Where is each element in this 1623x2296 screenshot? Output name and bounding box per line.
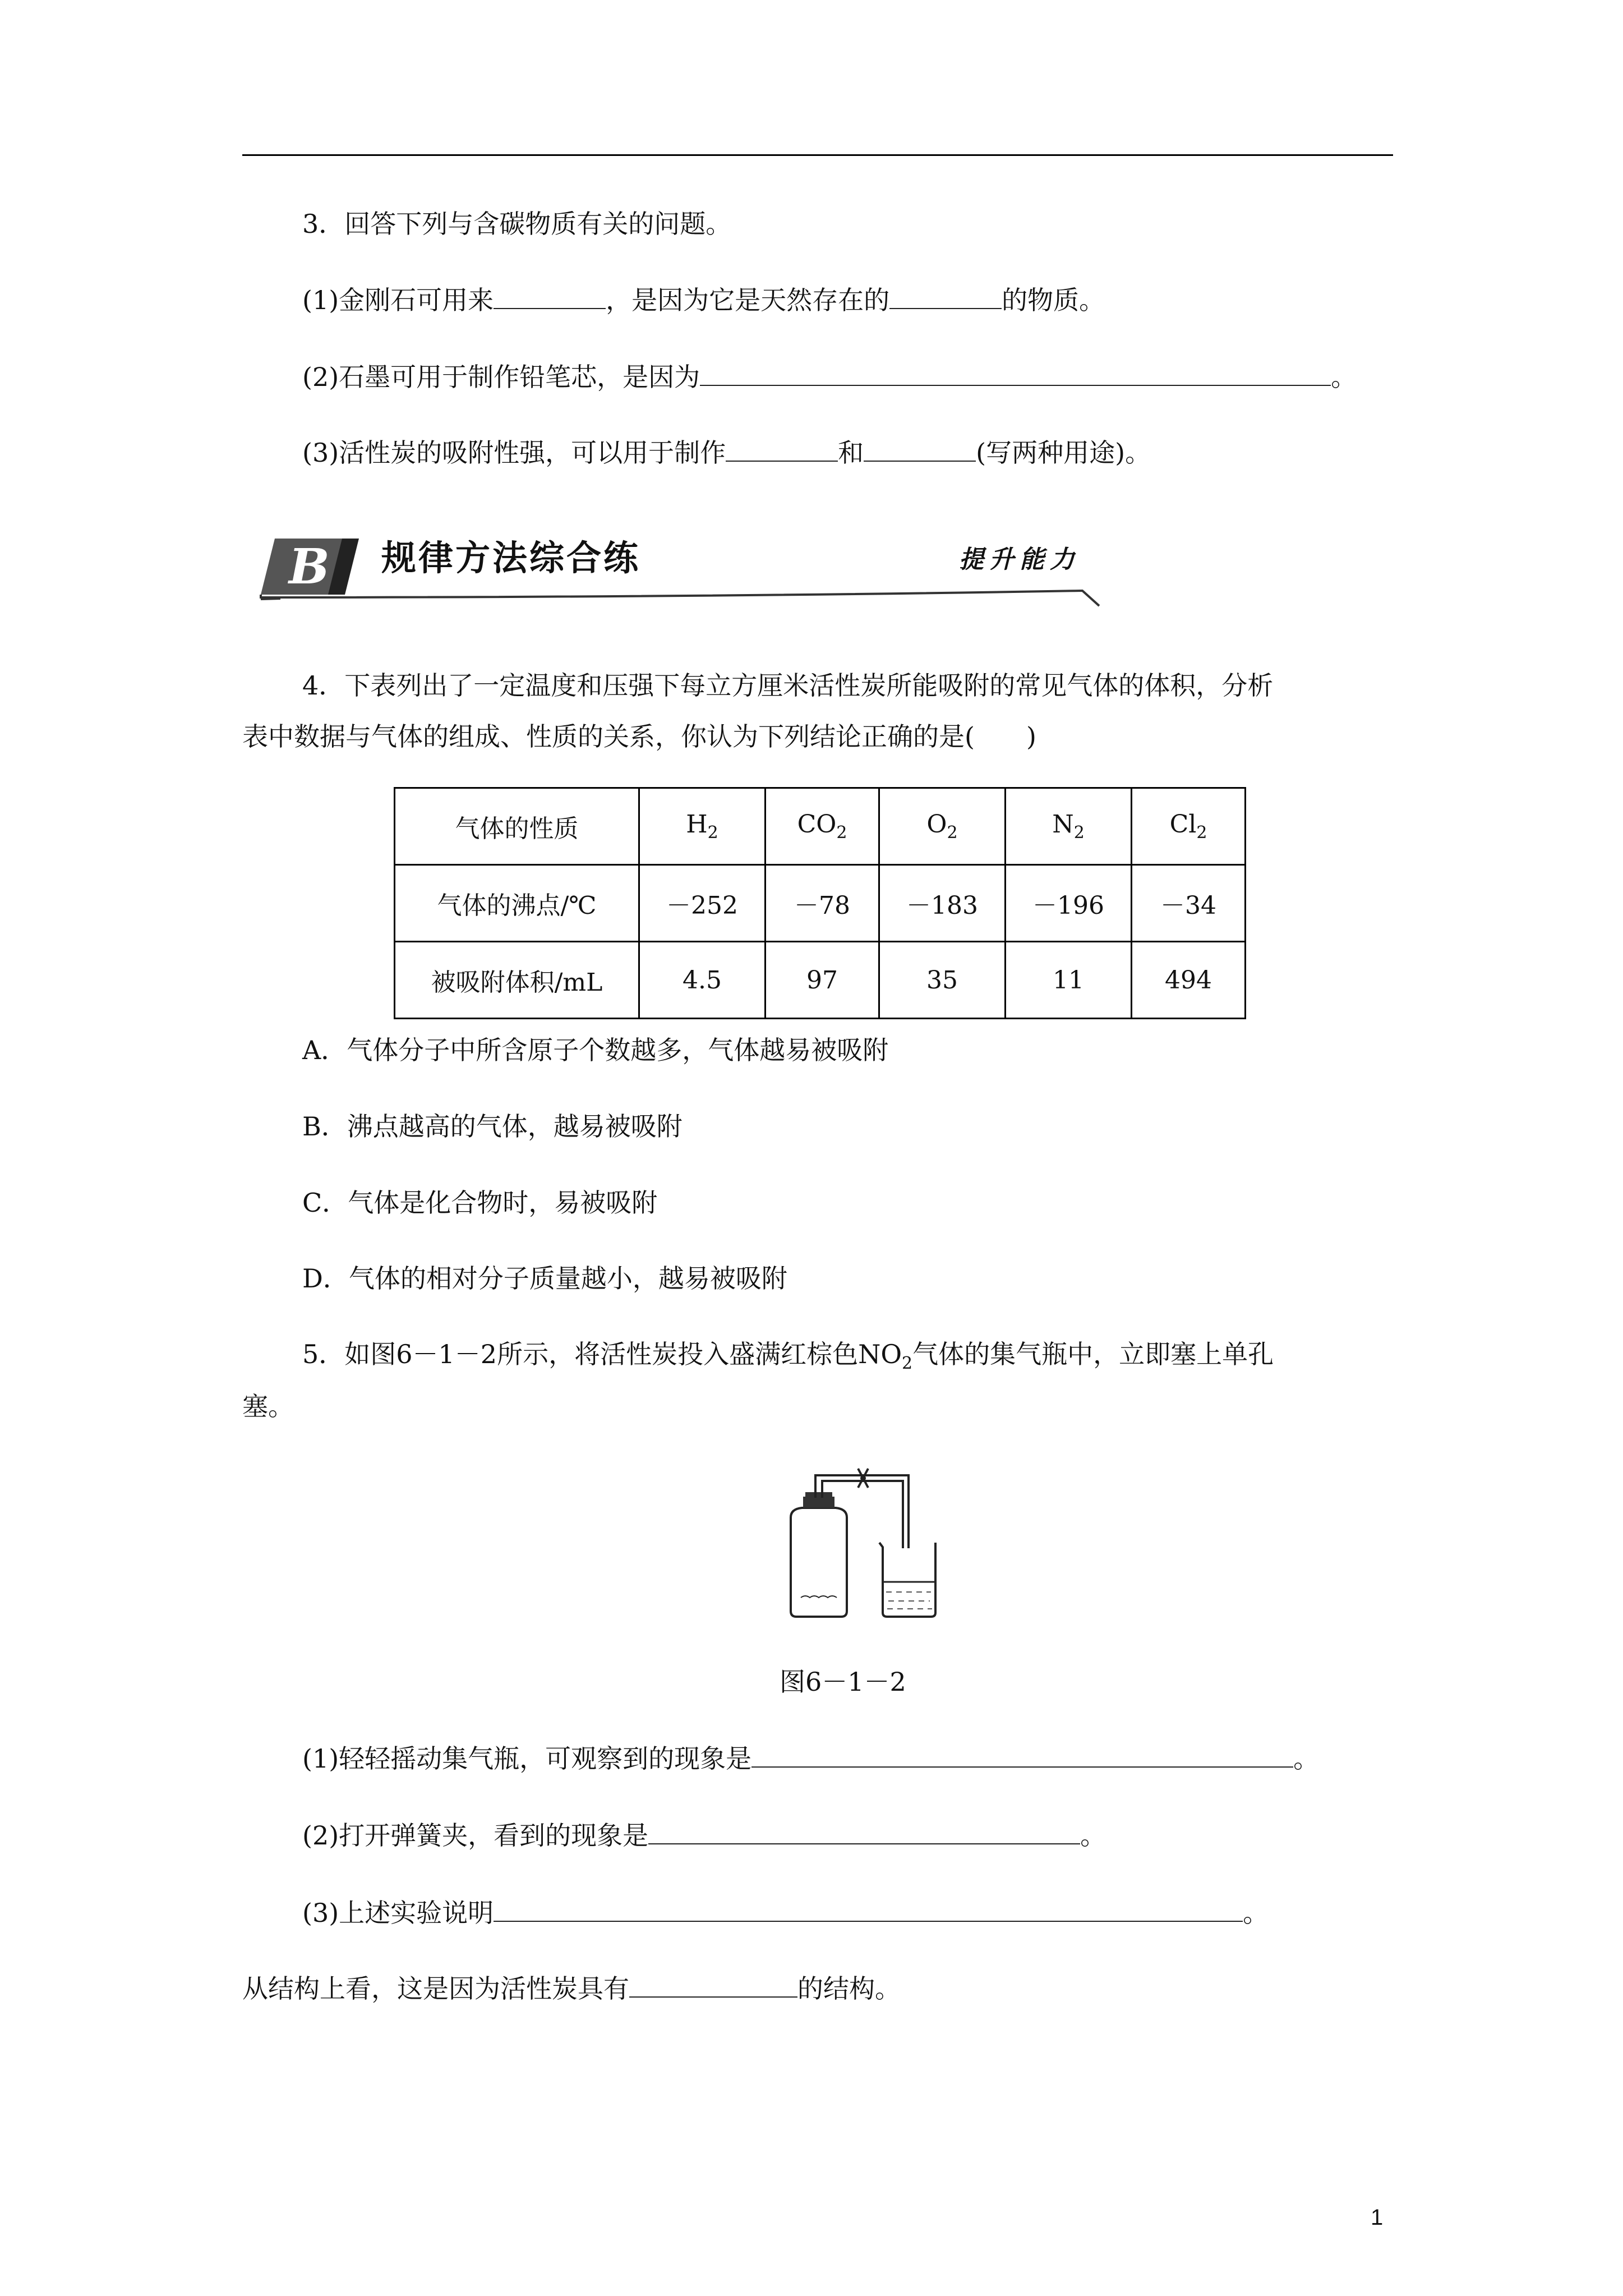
- answer-blank[interactable]: [751, 1741, 1293, 1768]
- q4-stem-line2: 表中数据与气体的组成、性质的关系，你认为下列结论正确的是( ): [242, 721, 1036, 752]
- q4-option-c[interactable]: C．气体是化合物时，易被吸附: [302, 1188, 658, 1218]
- section-subtitle: 提升能力: [959, 545, 1080, 574]
- gas-n2: $N_2$: [1006, 788, 1132, 865]
- q5-p4-text-b: 的结构。: [797, 1973, 901, 2004]
- q4-option-b[interactable]: B．沸点越高的气体，越易被吸附: [302, 1111, 683, 1142]
- section-title: 规律方法综合练: [381, 537, 641, 578]
- q4-option-a[interactable]: A．气体分子中所含原子个数越多，气体越易被吸附: [302, 1035, 889, 1065]
- q5-p2-text-b: 。: [1080, 1820, 1106, 1851]
- table-cell: 494: [1132, 942, 1246, 1019]
- q5-p1-text-a: (1)轻轻摇动集气瓶，可观察到的现象是: [302, 1743, 752, 1774]
- q5-p4-text-a: 从结构上看，这是因为活性炭具有: [242, 1973, 629, 2004]
- table-cell: 4.5: [639, 942, 766, 1019]
- table-cell: －34: [1132, 865, 1246, 942]
- q3-p1-text-b: ，是因为它是天然存在的: [606, 285, 890, 315]
- apparatus-figure: [768, 1464, 948, 1627]
- q5-part2: [302, 1818, 1106, 1852]
- table-cell: 35: [879, 942, 1006, 1019]
- q3-p3-text-c: (写两种用途)。: [976, 438, 1151, 468]
- table-cell: 97: [766, 942, 879, 1019]
- glass-tube: [815, 1475, 909, 1548]
- q5-p3-text-b: 。: [1243, 1898, 1269, 1928]
- q5-part4: [242, 1971, 901, 2005]
- one-hole-stopper: [803, 1497, 834, 1508]
- q3-part2: [302, 359, 1357, 394]
- row-label-boiling-point: 气体的沸点/℃: [395, 865, 639, 942]
- q3-p3-text-b: 和: [838, 438, 864, 468]
- gas-h2: $H_2$: [639, 788, 766, 865]
- answer-blank[interactable]: [889, 282, 1002, 309]
- table-cell: －196: [1006, 865, 1132, 942]
- figure-caption: 图6－1－2: [780, 1667, 906, 1697]
- header-rule: [242, 154, 1393, 156]
- table-row: [395, 788, 1246, 865]
- answer-blank[interactable]: [726, 435, 838, 462]
- answer-blank[interactable]: [494, 282, 606, 309]
- gas-bottle: [791, 1508, 847, 1617]
- table-cell: －183: [879, 865, 1006, 942]
- q3-part1: [302, 282, 1105, 317]
- q3-p1-text-a: (1)金刚石可用来: [302, 285, 494, 315]
- q3-p2-text-a: (2)石墨可用于制作铅笔芯，是因为: [302, 362, 700, 392]
- q3-part3: [302, 435, 1151, 470]
- q3-p1-text-c: 的物质。: [1002, 285, 1105, 315]
- q4-option-d[interactable]: D．气体的相对分子质量越小，越易被吸附: [302, 1263, 787, 1294]
- table-header-label: 气体的性质: [395, 788, 639, 865]
- answer-blank[interactable]: [648, 1818, 1080, 1844]
- q5-p2-text-a: (2)打开弹簧夹，看到的现象是: [302, 1820, 649, 1851]
- page-number: 1: [1371, 2205, 1384, 2230]
- q5-stem-line2: 塞。: [242, 1391, 294, 1421]
- q5-part1: [302, 1741, 1319, 1775]
- q5-part3: [302, 1895, 1269, 1930]
- gas-co2: $CO_2$: [766, 788, 879, 865]
- q3-p3-text-a: (3)活性炭的吸附性强，可以用于制作: [302, 438, 726, 468]
- answer-blank[interactable]: [494, 1895, 1243, 1922]
- table-cell: －252: [639, 865, 766, 942]
- row-label-adsorbed-volume: 被吸附体积/mL: [395, 942, 639, 1019]
- q4-stem-line1: 4．下表列出了一定温度和压强下每立方厘米活性炭所能吸附的常见气体的体积，分析: [302, 670, 1274, 701]
- beaker: [879, 1543, 935, 1617]
- banner-letter: B: [289, 539, 330, 595]
- q5-stem-line1: 5．如图6－1－2所示，将活性炭投入盛满红棕色$NO_2$气体的集气瓶中，立即塞上单孔: [302, 1339, 1274, 1373]
- table-cell: 11: [1006, 942, 1132, 1019]
- gas-o2: $O_2$: [879, 788, 1006, 865]
- gas-table: [394, 787, 1246, 1019]
- gas-cl2: $Cl_2$: [1132, 788, 1246, 865]
- table-row: [395, 942, 1246, 1019]
- q3-p2-text-b: 。: [1331, 362, 1357, 392]
- q5-p1-text-b: 。: [1293, 1743, 1320, 1774]
- table-cell: －78: [766, 865, 879, 942]
- q3-stem: 3．回答下列与含碳物质有关的问题。: [302, 209, 732, 239]
- table-row: [395, 865, 1246, 942]
- answer-blank[interactable]: [629, 1971, 797, 1998]
- answer-blank[interactable]: [700, 359, 1331, 386]
- answer-blank[interactable]: [864, 435, 976, 462]
- q5-p3-text-a: (3)上述实验说明: [302, 1898, 494, 1928]
